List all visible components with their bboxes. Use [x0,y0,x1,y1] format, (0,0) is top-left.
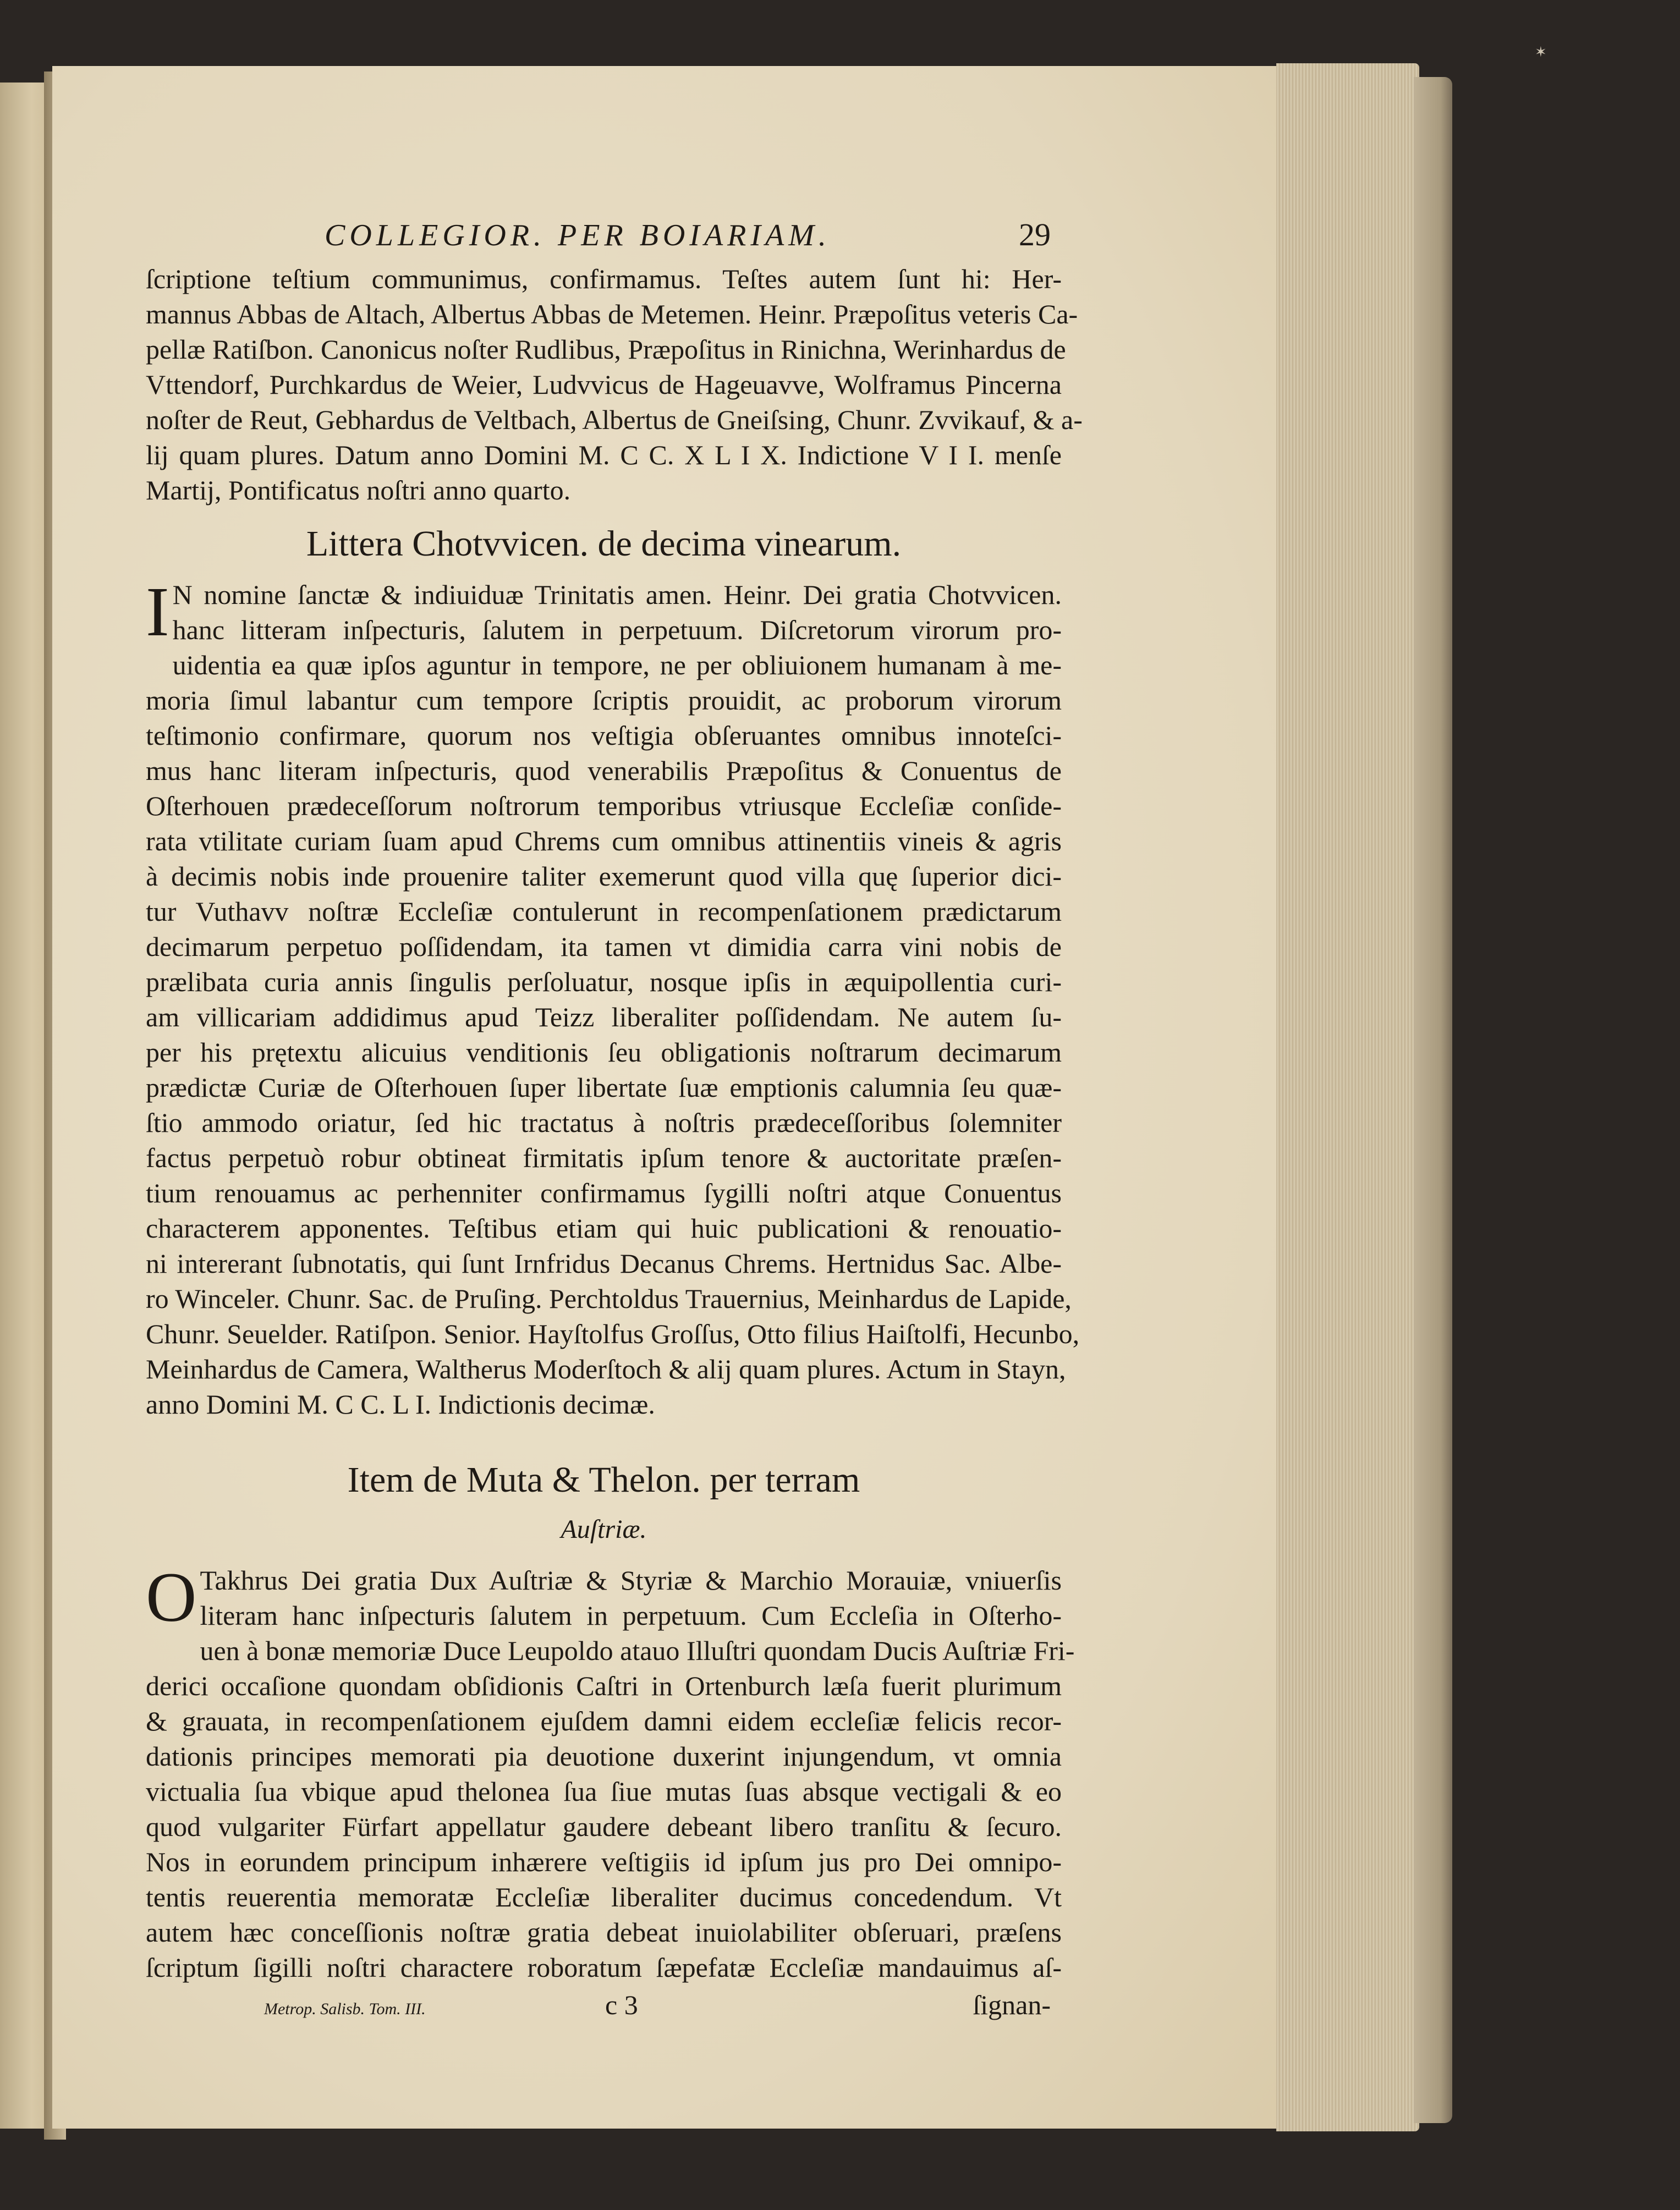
running-head [325,217,1051,261]
section-2-text [146,573,1080,1422]
text-line: Oſterhouen prædeceſſorum noſtrorum temporibus vtriusque Eccleſiæ conſide- [146,790,1062,821]
text-line: autem hæc conceſſionis noſtræ gratia debeat inuiolabiliter obſeruari, præſens [146,1917,1062,1948]
text-line: ſcriptum ſigilli noſtri charactere roboratum ſæpefatæ Eccleſiæ mandauimus aſ- [146,1952,1062,1983]
text-line: per his prętextu alicuius venditionis ſeu obligationis noſtrarum decimarum [146,1037,1062,1068]
text-line: Nos in eorundem principum inhærere veſtigiis id ipſum jus pro Dei omnipo- [146,1846,1062,1877]
text-line: noſter de Reut, Gebhardus de Veltbach, Albertus de Gneiſsing, Chunr. Zvvikauf, & a- [146,404,1083,435]
text-line: quod vulgariter Fürfart appellatur gaudere debeant libero tranſitu & ſecuro. [146,1811,1062,1842]
footer-volume-signature: Metrop. Salisb. Tom. III. [264,2000,426,2018]
text-line: ro Winceler. Chunr. Sac. de Pruſing. Perchtoldus Trauernius, Meinhardus de Lapide, [146,1283,1072,1314]
page-number: 29 [1019,217,1051,252]
book-cover-edge [1414,77,1452,2123]
section-2-heading: Littera Chotvvicen. de decima vinearum. [306,524,902,564]
text-line: prædictæ Curiæ de Oſterhouen ſuper libertate ſuæ emptionis calumnia ſeu quæ- [146,1072,1062,1103]
section-3-heading: Item de Muta & Thelon. per terram [347,1460,860,1500]
text-line: ſtio ammodo oriatur, ſed hic tractatus à noſtris prædeceſſoribus ſolemniter [146,1107,1062,1138]
catchword: ſignan- [973,1989,1051,2020]
text-line: hanc litteram inſpecturis, ſalutem in perpetuum. Diſcretorum virorum pro- [172,614,1062,645]
text-line: dationis principes memorati pia deuotione duxerint injungendum, vt omnia [146,1741,1062,1772]
text-line: tentis reuerentia memoratæ Eccleſiæ liberaliter ducimus concedendum. Vt [146,1882,1062,1912]
star-icon: ✶ [1535,44,1547,60]
text-line: pellæ Ratiſbon. Canonicus noſter Rudlibus, Præpoſitus in Rinichna, Werinhardus de [146,334,1066,365]
text-line: Meinhardus de Camera, Waltherus Moderſtoch & alij quam plures. Actum in Stayn, [146,1354,1066,1384]
running-head-title: COLLEGIOR. PER BOIARIAM. [325,218,831,252]
text-line: à decimis nobis inde prouenire taliter exemerunt quod villa quę ſuperior dici- [146,861,1062,892]
text-line: derici occaſione quondam obſidionis Caſtri in Ortenburch læſa fuerit plurimum [146,1670,1062,1701]
text-line: N nomine ſanctæ & indiuiduæ Trinitatis amen. Heinr. Dei gratia Chotvvicen. [172,579,1062,610]
text-line: Chunr. Seuelder. Ratiſpon. Senior. Hayſtolfus Groſſus, Otto filius Haiſtolfi, Hecunbo, [146,1318,1080,1349]
text-line: lij quam plures. Datum anno Domini M. C C. X L I X. Indictione V I I. menſe [146,439,1062,470]
text-line: prælibata curia annis ſingulis perſoluatur, nosque ipſis in æquipollentia curi- [146,966,1062,997]
text-line: mus hanc literam inſpecturis, quod venerabilis Præpoſitus & Conuentus de [146,755,1062,786]
page-text [146,217,1083,2026]
text-line: victualia ſua vbique apud thelonea ſua ſiue mutas ſuas absque vectigali & eo [146,1776,1062,1807]
page-block-edges [1276,63,1419,2131]
text-line: rata vtilitate curiam ſuam apud Chrems cum omnibus attinentiis vineis & agris [146,826,1062,856]
text-line: am villicariam addidimus apud Teizz liberaliter poſſidendam. Ne autem ſu- [146,1002,1062,1032]
text-line: Vttendorf, Purchkardus de Weier, Ludvvicus de Hageuavve, Wolframus Pincerna [146,369,1062,400]
signature-mark: c 3 [605,1989,638,2020]
text-line: Martij, Pontificatus noſtri anno quarto. [146,475,571,505]
drop-cap: I [146,573,169,651]
text-line: tur Vuthavv noſtræ Eccleſiæ contulerunt in recompenſationem prædictarum [146,896,1062,927]
text-line: anno Domini M. C C. L I. Indictionis decimæ. [146,1389,655,1420]
drop-cap: O [146,1558,197,1636]
section-3-text [146,1558,1075,1985]
text-line: uidentia ea quæ ipſos aguntur in tempore, ne per obliuionem humanam à me- [172,650,1062,680]
text-line: Takhrus Dei gratia Dux Auſtriæ & Styriæ & Marchio Morauiæ, vniuerſis [200,1565,1062,1596]
text-line: ni intererant ſubnotatis, qui ſunt Irnfridus Decanus Chrems. Hertnidus Sac. Albe- [146,1248,1062,1279]
page-footer [146,1987,1062,2026]
section-3-subheading: Auſtriæ. [561,1515,647,1544]
text-line: uen à bonæ memoriæ Duce Leupoldo atauo Illuſtri quondam Ducis Auſtriæ Fri- [200,1635,1075,1666]
text-line: characterem apponentes. Teſtibus etiam qui huic publicationi & renouatio- [146,1213,1062,1244]
text-line: ſcriptione teſtium communimus, confirmamus. Teſtes autem ſunt hi: Her- [146,263,1062,294]
text-line: decimarum perpetuo poſſidendam, ita tamen vt dimidia carra vini nobis de [146,931,1062,962]
section-1-text [146,261,1083,508]
text-line: teſtimonio confirmare, quorum nos veſtigia obſeruantes omnibus innoteſci- [146,720,1062,751]
text-line: moria ſimul labantur cum tempore ſcriptis prouidit, ac proborum virorum [146,685,1062,716]
text-line: tium renouamus ac perhenniter confirmamus ſygilli noſtri atque Conuentus [146,1178,1062,1208]
text-line: literam hanc inſpecturis ſalutem in perpetuum. Cum Eccleſia in Oſterho- [200,1600,1062,1631]
text-line: mannus Abbas de Altach, Albertus Abbas de Metemen. Heinr. Præpoſitus veteris Ca- [146,299,1078,329]
text-line: & grauata, in recompenſationem ejuſdem damni eidem eccleſiæ felicis recor- [146,1706,1062,1736]
text-line: factus perpetuò robur obtineat firmitatis ipſum tenore & auctoritate præſen- [146,1142,1062,1173]
